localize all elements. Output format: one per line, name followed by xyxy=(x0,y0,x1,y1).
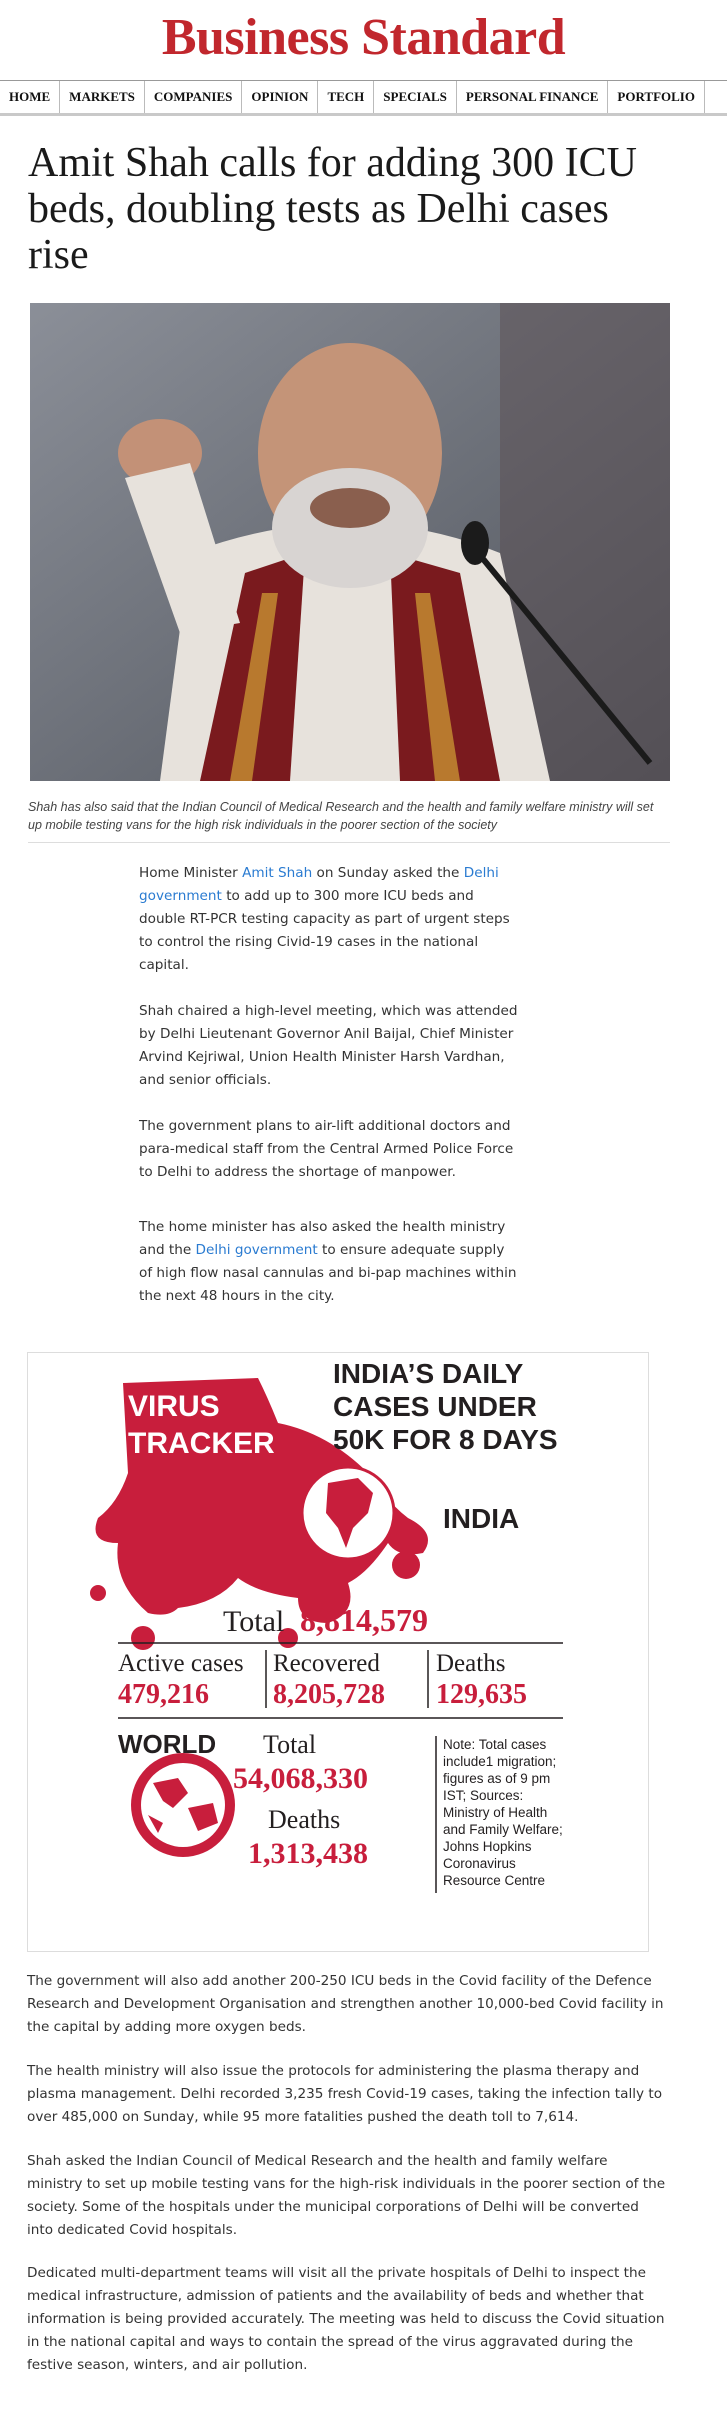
paragraph-8: Dedicated multi-department teams will visit all the private hospitals of Delhi to inspect the medical infrastructure, admission of patients and the availability of beds and whether that information is being provided accurately. The meeting was held to discuss the Covid situation in the national capital and ways to contain the spread of the virus aggravated during the festive season, winters, and air pollution. xyxy=(27,2265,665,2373)
active-cases-value: 479,216 xyxy=(118,1679,209,1710)
paragraph-7: Shah asked the Indian Council of Medical Research and the health and family welfare ministry to set up mobile testing vans for the high-risk individuals in the poorer section of the society. Some of the hospitals under the municipal corporations of Delhi will be converted into dedicated Covid hospitals. xyxy=(27,2153,666,2238)
title-line-3: 50K FOR 8 DAYS xyxy=(333,1424,558,1455)
link-delhi-government[interactable]: Delhi government xyxy=(139,865,499,904)
text: to ensure adequate supply of high flow nasal cannulas and bi-pap machines within the next 48 hours in the city. xyxy=(139,1242,517,1304)
nav-item-tech[interactable]: TECH xyxy=(318,81,374,113)
nav-item-personal-finance[interactable]: PERSONAL FINANCE xyxy=(457,81,609,113)
link-amit-shah[interactable]: Amit Shah xyxy=(242,865,313,881)
paragraph-2: Shah chaired a high-level meeting, which was attended by Delhi Lieutenant Governor Anil Baijal, Chief Minister Arvind Kejriwal, Union Health Minister Harsh Vardhan, and senior officials. xyxy=(139,1003,518,1088)
paragraph-6: The health ministry will also issue the protocols for administering the plasma therapy and plasma management. Delhi recorded 3,235 fresh Covid-19 cases, taking the infection tally to over 485,000 on Sunday, while 95 more fatalities pushed the death toll to 7,614. xyxy=(27,2063,663,2125)
tracker-note xyxy=(443,1737,563,1888)
india-total-value: 8,814,579 xyxy=(300,1602,428,1638)
nav-item-portfolio[interactable]: PORTFOLIO xyxy=(608,81,705,113)
site-logo[interactable]: Business Standard xyxy=(161,9,566,66)
article-headline: Amit Shah calls for adding 300 ICU beds, doubling tests as Delhi cases rise xyxy=(28,140,637,278)
note-line: Resource Centre xyxy=(443,1873,546,1888)
active-cases-label: Active cases xyxy=(118,1650,244,1677)
paragraph-3: The government plans to air-lift additional doctors and para-medical staff from the Central Armed Police Force to Delhi to address the shortage of manpower. xyxy=(139,1118,514,1180)
world-deaths-value: 1,313,438 xyxy=(248,1837,368,1870)
text: on Sunday asked the xyxy=(312,865,464,881)
note-line: Coronavirus xyxy=(443,1856,516,1871)
tracker-graphic xyxy=(28,1353,649,1952)
paragraph-5: The government will also add another 200-250 ICU beds in the Covid facility of the Defence Research and Development Organisation and strengthen another 10,000-bed Covid facility in the capital by adding more oxygen beds. xyxy=(27,1973,664,2035)
nav-item-companies[interactable]: COMPANIES xyxy=(145,81,242,113)
text: Home Minister xyxy=(139,865,243,881)
badge-line-2: TRACKER xyxy=(128,1427,275,1460)
note-line: and Family Welfare; xyxy=(443,1822,563,1837)
nav-item-home[interactable]: HOME xyxy=(0,81,60,113)
main-nav xyxy=(0,80,727,116)
note-line: Ministry of Health xyxy=(443,1805,548,1820)
deaths-value: 129,635 xyxy=(436,1679,527,1710)
world-label: WORLD xyxy=(118,1729,217,1759)
text: to add up to 300 more ICU beds and double RT-PCR testing capacity as part of urgent steps to control the rising Civid-19 cases in the national capital. xyxy=(139,888,510,973)
note-line: IST; Sources: xyxy=(443,1788,524,1803)
paragraph-4 xyxy=(139,1216,519,1308)
india-label: INDIA xyxy=(443,1503,520,1534)
badge-line-1: VIRUS xyxy=(128,1390,220,1423)
photo-caption: Shah has also said that the Indian Council of Medical Research and the health and family welfare ministry will set up mobile testing vans for the high risk individuals in the poorer section of the society xyxy=(28,800,654,832)
recovered-value: 8,205,728 xyxy=(273,1679,385,1710)
recovered-label: Recovered xyxy=(273,1650,380,1677)
nav-item-specials[interactable]: SPECIALS xyxy=(374,81,457,113)
caption-divider xyxy=(28,842,670,843)
photo-illustration xyxy=(30,303,670,781)
india-total-label: Total xyxy=(223,1605,285,1638)
link-delhi-government-2[interactable]: Delhi government xyxy=(195,1242,318,1258)
note-line: include1 migration; xyxy=(443,1754,557,1769)
deaths-label: Deaths xyxy=(436,1650,506,1677)
text: The home minister has also asked the health ministry and the xyxy=(139,1219,506,1258)
article-photo xyxy=(30,303,670,781)
world-total-label: Total xyxy=(263,1730,317,1759)
world-total-value: 54,068,330 xyxy=(233,1762,368,1795)
nav-item-markets[interactable]: MARKETS xyxy=(60,81,145,113)
world-deaths-label: Deaths xyxy=(268,1805,341,1834)
note-line: Note: Total cases xyxy=(443,1737,547,1752)
note-line: figures as of 9 pm xyxy=(443,1771,551,1786)
virus-tracker-infographic xyxy=(27,1352,649,1952)
note-line: Johns Hopkins xyxy=(443,1839,532,1854)
title-line-1: INDIA’S DAILY xyxy=(333,1358,524,1389)
nav-item-opinion[interactable]: OPINION xyxy=(242,81,318,113)
paragraph-1 xyxy=(139,862,519,977)
title-line-2: CASES UNDER xyxy=(333,1391,537,1422)
masthead xyxy=(0,0,727,80)
